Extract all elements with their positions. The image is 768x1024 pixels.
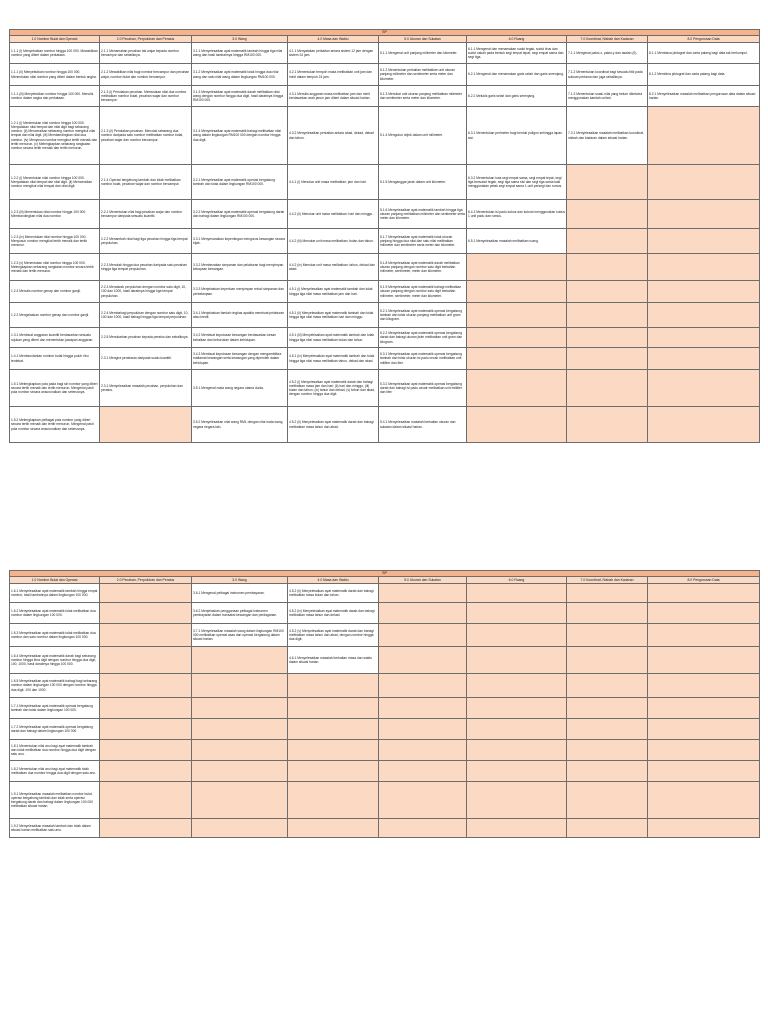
table-cell (567, 303, 648, 328)
table-cell (100, 819, 192, 838)
table-cell: 3.1.2 Menyelesaikan ayat matematik tolak hingga dua nilai wang dan satu nilai wang dalam lingkungan RM100 000. (192, 64, 288, 86)
table-cell (648, 740, 760, 761)
table-cell: 2.1.3 (ii) Penolakan pecahan. Menolak sebarang dua nombor daripada satu nombor melibatkan nombor bulat, pecahan wajar dan nombor bercampur. (100, 107, 192, 165)
table-cell (648, 107, 760, 165)
table-cell (467, 348, 567, 370)
table-cell (467, 603, 567, 624)
table-cell: 4.3.2 Menyelesaikan perkaitan antara abad, dekad, dekad dan tahun. (288, 107, 379, 165)
table-cell: 5.1.5 Menganggar jarak dalam unit kilometer. (379, 165, 467, 200)
table-row (10, 64, 760, 86)
sheet-table-1 (9, 29, 759, 443)
sheet-title: SP (10, 571, 760, 577)
table-row (10, 348, 760, 370)
table-row (10, 200, 760, 229)
table-cell: 1.1.1 (i) Menyebutkan nombor hingga 100 000. Mewakilkan nombor yang diberi dalam perkataan. (10, 43, 100, 64)
table-cell: 4.5.2 (i) Menyelesaikan ayat matematik darab dan bahagi melibatkan masa jam dan hari; (ii) hari dan minggu, (iii) bulan dan tahun, (iv) tahun dan dekad, (v) tahun dan abad, dengan nombor hingga dua digit. (288, 370, 379, 407)
table-cell (648, 303, 760, 328)
table-cell: 7.3.1 Menyelesaikan masalah melibatkan koordinat, nisbah dan kadaran dalam situasi harian. (567, 107, 648, 165)
table-cell: 3.6.2 Menjelaskan penggunaan pelbagai instrumen pembayaran dalam transaksi kewangan dan perdaganan. (192, 603, 288, 624)
table-row (10, 303, 760, 328)
sheet-title: SP (10, 30, 760, 36)
table-cell (467, 761, 567, 782)
table-cell (648, 761, 760, 782)
table-cell: 2.2.5 Menukarkan pecahan kepada peratus dan sebaliknya. (100, 328, 192, 348)
table-cell: 2.2.3 Mendarab perpuluhan dengan nombor satu digit, 10, 100 dan 1000, hasil darabnya hingga tiga tempat perpuluhan. (100, 281, 192, 303)
table-cell (467, 254, 567, 281)
table-row (10, 281, 760, 303)
table-cell (379, 761, 467, 782)
column-header: 1.0 Nombor Bulat dan Operasi (10, 577, 100, 584)
table-cell (100, 782, 192, 819)
table-cell: 1.9.2 Menyelesaikan masalah tambah dan tolak dalam situasi harian melibatkan satu anu. (10, 819, 100, 838)
header-row (10, 577, 760, 584)
table-cell: 3.3.1 Menyenaraikan kepentingan mengurus kewangan secara bijak. (192, 229, 288, 254)
table-cell (100, 407, 192, 443)
table-cell: 6.2.1 Mengenal dan menamakan garis selari dan garis serenjang. (467, 64, 567, 86)
table-cell (567, 603, 648, 624)
table-cell: 3.3.3 Menjelaskan keperluan menyimpan rekod simpanan dan perbelanjaan. (192, 281, 288, 303)
table-cell (567, 624, 648, 647)
table-cell: 1.5.2 Melengkapkan pelbagai pola nombor yang diberi secara tertib menaik dan tertib menurun. Mengenal pasti pola nombor secara ansurunaikan dan seterusnya. (10, 407, 100, 443)
table-cell: 6.3.2 Menentukan luas segi empat sama, segi empat tepat, segi tiga bersudut tegak, segi tiga sama sisi dan segi tiga sama kaki menggunakan petak segi empat sama 1 unit persegi dan rumus. (467, 165, 567, 200)
table-row (10, 740, 760, 761)
table-cell: 1.2.1 (i) Menentukan nilai nombor hingga 100 000. Menyatakan nilai tempat dan nilai digit bagi sebarang nombor. (ii) Menceraikan sebarang nombor mengikut nilai tempat dan nilai digit. (iii) Membandingkan nilai dua nombor. (iv) Menyusun nombor mengikut tertib menaik dan tertib menurun. (v) Melengkapkan sebarang rangkaian nombor secara tertib menaik dan tertib menurun. (10, 107, 100, 165)
table-row (10, 761, 760, 782)
table-cell (648, 165, 760, 200)
table-cell (467, 624, 567, 647)
table-cell: 4.4.1 (i) Menukar unit masa melibatkan: jam dan hari. (288, 165, 379, 200)
table-cell (379, 584, 467, 603)
table-cell (379, 719, 467, 740)
table-row (10, 107, 760, 165)
table-cell: 1.4.1 Membundarkan nombor bulat hingga puluh ribu terdekat. (10, 348, 100, 370)
table-cell (288, 761, 379, 782)
table-cell: 7.1.2 Menentukan koordinat bagi sesuatu titik pada sukuan pertama dan juga sebaliknya. (567, 64, 648, 86)
table-cell (100, 584, 192, 603)
table-cell: 1.1.1 (iii) Menyebutkan nombor hingga 100 000. Menulis nombor dalam angka dan perkataan. (10, 86, 100, 107)
table-cell: 4.5.1 (ii) Menyelesaikan ayat matematik tambah dan tolak hingga tiga nilai masa melibatkan hari dan minggu. (288, 303, 379, 328)
table-cell: 3.4.3 Membuat keputusan kewangan dengan mengambilkira matlamat kewangan serta kewangan yang diperoleh dalam kehidupan. (192, 348, 288, 370)
table-row (10, 819, 760, 838)
table-cell: 2.1.4 Operasi bergabung tambah dan tolak melibatkan nombor bulat, pecahan wajar dan nombor bercampur. (100, 165, 192, 200)
table-row (10, 254, 760, 281)
table-cell (648, 200, 760, 229)
table-cell (192, 698, 288, 719)
column-header: 8.0 Pengurusan Data (648, 36, 760, 43)
table-cell (567, 698, 648, 719)
table-cell: 2.1.3 (i) Penolakan pecahan. Memulakan nilai dua nombor melibatkan nombor bulat, pecahan wajar dan nombor bercampur. (100, 86, 192, 107)
column-header: 8.0 Pengurusan Data (648, 577, 760, 584)
table-cell: 3.7.1 Menyelesaikan masalah wang dalam lingkungan RM100 000 melibatkan operasi asas dan operasi bergabung dalam situasi harian. (192, 624, 288, 647)
table-cell: 1.1.1 (ii) Menyebutkan nombor hingga 100 000. Menentukan nilai nombor yang diberi dalam bentuk angka. (10, 64, 100, 86)
table-row (10, 328, 760, 348)
table-cell: 6.5.1 Menyelesaikan masalah melibatkan ruang. (467, 229, 567, 254)
table-cell: 2.2.2 Menambah nilai bagi tiga pecahan hingga tiga tempat perpuluhan. (100, 229, 192, 254)
column-header: 6.0 Ruang (467, 577, 567, 584)
table-row (10, 782, 760, 819)
table-cell: 5.2.2 Menyelesaikan ayat matematik operasi bergabung darab dan bahagi ukuran jisim melibatkan unit gram dan kilogram. (379, 328, 467, 348)
table-cell: 5.2.1 Menyelesaikan ayat matematik operasi bergabung tambah dan tolak ukuran panjang melibatkan unit gram dan kilogram. (379, 303, 467, 328)
column-header: 5.0 Ukuran dan Sukatan (379, 36, 467, 43)
table-cell (648, 254, 760, 281)
table-cell: 4.1.1 Menyatakan perkaitan antara sistem 12 jam dengan sistem 24 jam. (288, 43, 379, 64)
table-cell (288, 719, 379, 740)
table-cell (648, 370, 760, 407)
table-cell (192, 761, 288, 782)
column-header: 1.0 Nombor Bulat dan Operasi (10, 36, 100, 43)
table-cell: 1.8.1 Menentukan nilai anu bagi ayat matematik tambah dan tolak melibatkan dua nombor hingga dua digit dengan satu anu. (10, 740, 100, 761)
table-row (10, 584, 760, 603)
table-cell (379, 603, 467, 624)
table-cell: 1.2.3 (iii) Menentukan nilai nombor hingga 100 000. Membandingkan nilai dua nombor. (10, 200, 100, 229)
table-cell: 3.5.2 Menyelesaikan nilai wang RM1 dengan nilai mata wang negara negara lain. (192, 407, 288, 443)
table-cell: 4.4.2 (ii) Menukar unit masa melibatkan: hari dan minggu. (288, 200, 379, 229)
column-header: 6.0 Ruang (467, 36, 567, 43)
table-cell (100, 719, 192, 740)
table-cell (567, 328, 648, 348)
table-cell (467, 719, 567, 740)
table-cell: 2.2.3 Menolak hingga dua pecahan daripada satu pecahan hingga tiga tempat perpuluhan. (100, 254, 192, 281)
table-cell: 2.2.1 Menentukan nilai bagi pecahan wajar dan nombor bercampur daripada sesuatu kuantiti. (100, 200, 192, 229)
table-cell: 5.1.1 Mengenal unit panjang milimeter dan kilometer. (379, 43, 467, 64)
table-cell: 1.6.1 Menyelesaikan ayat matematik tambah hingga empat nombor, hasil tambahnya dalam lingkungan 100 000. (10, 584, 100, 603)
table-cell: 5.1.2 Menentukan perkaitan melibatkan unit ukuran panjang milimeter dan sentimeter serta meter dan kilometer. (379, 64, 467, 86)
table-cell: 3.4.2 Membuat keputusan kewangan berdasarkan kesan kebaikan dan keburukan dalam kehidupan. (192, 328, 288, 348)
table-cell (467, 647, 567, 674)
table-row (10, 647, 760, 674)
table-cell (648, 584, 760, 603)
table-cell: 4.3.1 Menulis anggaran masa melibatkan jam dan minit berdasarkan arah jarum jam diberi dalam situasi harian. (288, 86, 379, 107)
table-cell (567, 761, 648, 782)
table-cell: 7.1.3 Menentukan suatu nilai yang belum diketahui menggunakan kaedah unitari. (567, 86, 648, 107)
table-cell: 8.1.1 Membaca piktograf dan carta palang bagi data tak berkumpul. (648, 43, 760, 64)
table-cell: 6.4.1 Menentukan isi padu kubus dan kuboid menggunakan kubus 1 unit padu dan rumus. (467, 200, 567, 229)
column-header: 7.0 Koordinat, Nisbah dan Kadaran (567, 36, 648, 43)
table-cell (567, 719, 648, 740)
table-cell (192, 740, 288, 761)
table-cell (192, 647, 288, 674)
table-row (10, 229, 760, 254)
table-cell (467, 328, 567, 348)
table-cell: 2.1.2 Mewakilkan nilai bagi nombor bercampur dan pecahan wajar, nombor bulat dan nombor bercampur. (100, 64, 192, 86)
table-cell (648, 348, 760, 370)
table-row (10, 407, 760, 443)
table-cell (100, 740, 192, 761)
table-cell (379, 674, 467, 698)
table-cell: 1.3.1 Membuat anggaran kuantiti berdasarkan sesuatu rujukan yang diberi dan menentukan jawapan anggaran. (10, 328, 100, 348)
table-cell: 2.1.1 Menamakan pecahan tak wajar kepada nombor bercampur dan sebaliknya. (100, 43, 192, 64)
table-cell: 4.6.1 Menyelesaikan masalah berkaitan masa dan waktu dalam situasi harian. (288, 647, 379, 674)
table-cell: 4.5.1 (iii) Menyelesaikan ayat matematik tambah dan tolak hingga tiga nilai masa melibatkan bulan dan tahun. (288, 328, 379, 348)
table-cell: 1.2.3 (v) Menentukan nilai nombor hingga 100 000. Melengkapkan sebarang rangkaian nombor secara tertib menaik dan tertib menurun. (10, 254, 100, 281)
table-cell: 4.5.1 (i) Menyelesaikan ayat matematik tambah dan tolak hingga tiga nilai masa melibatkan jam dan hari. (288, 281, 379, 303)
table-cell (379, 782, 467, 819)
table-cell: 1.6.2 Menyelesaikan ayat matematik tolak melibatkan dua nombor dalam lingkungan 100 000. (10, 603, 100, 624)
table-cell: 1.2.3 (iv) Menentukan nilai nombor hingga 100 000. Menyusun nombor mengikut tertib menaik dan tertib menurun. (10, 229, 100, 254)
table-cell: 8.1.2 Membina piktograf dan carta palang bagi data. (648, 64, 760, 86)
table-cell (648, 819, 760, 838)
table-cell (648, 647, 760, 674)
table-cell (379, 647, 467, 674)
table-cell: 4.5.1 (iv) Menyelesaikan ayat matematik tambah dan tolak hingga tiga nilai masa melibatkan tahun, dekad dan abad. (288, 348, 379, 370)
table-cell: 5.1.8 Menyelesaikan ayat matematik darab melibatkan ukuran panjang dengan nombor satu digit berkaitan milimeter, sentimeter, meter dan kilometer. (379, 254, 467, 281)
table-cell (379, 698, 467, 719)
column-header: 2.0 Pecahan, Perpuluhan dan Peratus (100, 577, 192, 584)
table-cell (648, 782, 760, 819)
table-cell: 1.9.1 Menyelesaikan masalah melibatkan nombor bulat, operasi bergabung tambah dan tolak serta operasi bergabung darab dan bahagi dalam lingkungan 100 000 melibatkan situasi harian. (10, 782, 100, 819)
table-cell (192, 674, 288, 698)
table-cell (648, 624, 760, 647)
table-cell: 4.4.2 (iii) Menukar unit masa melibatkan: bulan dan tahun. (288, 229, 379, 254)
table-row (10, 698, 760, 719)
table-cell (467, 281, 567, 303)
table-cell (100, 624, 192, 647)
table-cell (567, 281, 648, 303)
table-cell (567, 348, 648, 370)
table-cell: 8.2.1 Menyelesaikan masalah melibatkan pengurusan data dalam situasi harian. (648, 86, 760, 107)
column-header: 2.0 Pecahan, Perpuluhan dan Peratus (100, 36, 192, 43)
column-header: 4.0 Masa dan Waktu (288, 36, 379, 43)
table-cell: 1.8.2 Menentukan nilai anu bagi ayat matematik tolak melibatkan dua nombor hingga dua digit dengan satu anu. (10, 761, 100, 782)
table-cell: 1.2.2 Mengelaskan nombor genap dan nombor ganjil. (10, 303, 100, 328)
table-cell: 3.1.4 Menyelesaikan ayat matematik bahagi melibatkan nilai wang dalam lingkungan RM100 000 dengan nombor hingga dua digit. (192, 107, 288, 165)
table-cell: 5.1.9 Menyelesaikan ayat matematik bahagi melibatkan ukuran panjang dengan nombor satu digit berkaitan milimeter, sentimeter, meter dan kilometer. (379, 281, 467, 303)
table-cell: 1.5.1 Melengkapkan pola pada bagi siri nombor yang diberi secara tertib menaik dan tertib menurun. Mengenal pasti pola nombor secara ansurunaikan dan seterusnya. (10, 370, 100, 407)
table-row (10, 719, 760, 740)
table-cell (288, 698, 379, 719)
table-cell (467, 407, 567, 443)
table-cell: 6.3.1 Menentukan perimeter bagi bentuk poligon sehingga lapan sisi. (467, 107, 567, 165)
table-row (10, 624, 760, 647)
table-cell (379, 740, 467, 761)
table-cell (467, 819, 567, 838)
table-cell (192, 719, 288, 740)
table-row (10, 370, 760, 407)
column-header: 3.0 Wang (192, 36, 288, 43)
table-row (10, 674, 760, 698)
table-cell: 5.3.2 Menyelesaikan ayat matematik operasi bergabung darab dan bahagi isi padu cecair melibatkan unit mililiter dan liter. (379, 370, 467, 407)
table-cell (100, 698, 192, 719)
table-cell: 5.4.1 Menyelesaikan masalah berkaitan ukuran dan sukatan dalam situasi harian. (379, 407, 467, 443)
table-cell (379, 624, 467, 647)
table-cell (567, 674, 648, 698)
table-cell (288, 782, 379, 819)
column-header: 5.0 Ukuran dan Sukatan (379, 577, 467, 584)
column-header: 3.0 Wang (192, 577, 288, 584)
table-cell (567, 584, 648, 603)
table-cell (567, 782, 648, 819)
table-cell: 2.3.1 Menyelesaikan masalah pecahan, perpuluhan dan peratus. (100, 370, 192, 407)
table-row (10, 603, 760, 624)
table-cell: 3.4.1 Menjelaskan faedah ringkas apabila membuat pelaburan atau kredit. (192, 303, 288, 328)
column-header: 7.0 Koordinat, Nisbah dan Kadaran (567, 577, 648, 584)
table-cell (467, 698, 567, 719)
table-cell (648, 674, 760, 698)
table-cell (567, 229, 648, 254)
table-cell (467, 674, 567, 698)
sheet-table-2 (9, 570, 759, 838)
table-cell (648, 698, 760, 719)
table-cell: 5.1.6 Menyelesaikan ayat matematik tambah hingga tiga ukuran panjang melibatkan milimeter dan sentimeter serta meter dan kilometer. (379, 200, 467, 229)
table-cell (648, 407, 760, 443)
table-cell (467, 740, 567, 761)
table-row (10, 86, 760, 107)
table-cell (567, 165, 648, 200)
table-cell (467, 370, 567, 407)
column-header: 4.0 Masa dan Waktu (288, 577, 379, 584)
table-cell (567, 200, 648, 229)
table-cell (100, 603, 192, 624)
table-cell (567, 254, 648, 281)
table-cell: 1.7.2 Menyelesaikan ayat matematik operasi bergabung darab dan bahagi dalam lingkungan 100 000. (10, 719, 100, 740)
table-cell: 4.5.2 (ii) Menyelesaikan ayat matematik darab dan bahagi melibatkan masa bulan dan tahun. (288, 584, 379, 603)
table-cell (288, 819, 379, 838)
table-cell: 2.3.1 Mengira peratusan daripada suatu kuantiti. (100, 348, 192, 370)
table-cell (192, 819, 288, 838)
table-cell (192, 782, 288, 819)
table-cell (567, 647, 648, 674)
table-cell: 6.1.1 Mengenal dan menamakan sudut tegak, sudut tirus dan sudut cakah pada bentuk segi empat tepat, segi empat sama dan segi tiga. (467, 43, 567, 64)
table-cell (567, 819, 648, 838)
table-cell: 3.3.2 Membezakan simpanan dan pelaburan bagi menyimpan kekayaan kewangan. (192, 254, 288, 281)
table-cell: 3.1.3 Menyelesaikan ayat matematik darab melibatkan nilai wang dengan nombor hingga dua digit, hasil darabnya hingga RM100 000. (192, 86, 288, 107)
table-cell: 3.1.1 Menyelesaikan ayat matematik tambah hingga tiga nilai wang dan hasil tambahnya hingga RM100 000. (192, 43, 288, 64)
table-cell: 7.1.1 Mengenal paksi-x, paksi-y dan asalan (0). (567, 43, 648, 64)
table-cell: 1.6.4 Menyelesaikan ayat matematik darab bagi sebarang nombor hingga lima digit dengan nombor hingga dua digit, 100, 1000, hasil darabnya hingga 100 000. (10, 647, 100, 674)
table-cell (648, 229, 760, 254)
table-cell: 5.1.4 Mengukur objek dalam unit milimeter. (379, 107, 467, 165)
table-cell (100, 761, 192, 782)
table-cell: 1.7.1 Menyelesaikan ayat matematik operasi bergabung tambah dan tolak dalam lingkungan 100 000. (10, 698, 100, 719)
table-cell: 5.1.3 Menukar unit ukuran panjang melibatkan milimeter dan sentimeter serta meter dan kilometer. (379, 86, 467, 107)
table-cell (467, 782, 567, 819)
table-cell: 5.1.7 Menyelesaikan ayat matematik tolak ukuran panjang hingga dua nilai dan satu nilai melibatkan milimeter dan sentimeter serta meter dan kilometer. (379, 229, 467, 254)
table-cell: 4.4.2 (iv) Menukar unit masa melibatkan: tahun, dekad dan abad. (288, 254, 379, 281)
table-cell (648, 328, 760, 348)
table-row (10, 165, 760, 200)
table-cell (567, 370, 648, 407)
table-cell (467, 303, 567, 328)
table-cell: 4.2.1 Menentukan tempoh masa melibatkan unit jam dan minit dalam tempoh 24 jam. (288, 64, 379, 86)
table-cell (100, 647, 192, 674)
table-cell (379, 819, 467, 838)
table-cell: 4.5.2 (ii) Menyelesaikan ayat matematik darab dan bahagi melibatkan masa tahun dan abad. (288, 407, 379, 443)
table-cell: 3.2.2 Menyelesaikan ayat matematik operasi bergabung darab dan bahagi dalam lingkungan RM100 000. (192, 200, 288, 229)
table-cell: 4.5.2 (iv) Menyelesaikan ayat matematik darab dan bahagi melibatkan masa tahun dan dekad. (288, 603, 379, 624)
table-cell (567, 740, 648, 761)
table-cell: 5.3.1 Menyelesaikan ayat matematik operasi bergabung tambah dan tolak ukuran isi padu cecair melibatkan unit mililiter dan liter. (379, 348, 467, 370)
table-cell (288, 674, 379, 698)
table-cell (567, 407, 648, 443)
table-cell: 3.5.1 Mengenal mata wang negara utama dunia. (192, 370, 288, 407)
table-cell: 1.2.4 Menulis nombor genap dan nombor ganjil. (10, 281, 100, 303)
table-cell: 1.6.5 Menyelesaikan ayat matematik bahagi bagi sebarang nombor dalam lingkungan 100 000 dengan nombor hingga dua digit, 100 dan 1000. (10, 674, 100, 698)
header-row (10, 36, 760, 43)
table-cell (648, 603, 760, 624)
table-cell (467, 584, 567, 603)
table-cell (648, 281, 760, 303)
table-row (10, 43, 760, 64)
table-cell: 1.2.2 (i) Menentukan nilai nombor hingga 100 000. Menyatakan nilai tempat dan nilai digit. (ii) Menceraikan nombor mengikut nilai tempat dan nilai digit. (10, 165, 100, 200)
table-cell: 6.2.2 Melukis garis selari dan garis serenjang. (467, 86, 567, 107)
table-cell: 3.6.1 Mengenal pelbagai instrumen pembayaran. (192, 584, 288, 603)
table-cell (100, 674, 192, 698)
table-cell: 1.6.3 Menyelesaikan ayat matematik tolak melibatkan dua nombor dan satu nombor dalam lingkungan 100 000. (10, 624, 100, 647)
table-cell: 2.2.4 Membahagi perpuluhan dengan nombor satu digit, 10, 100 dan 1000, hasil bahagi hingga tiga tempat perpuluhan. (100, 303, 192, 328)
table-cell (288, 740, 379, 761)
table-cell: 3.2.1 Menyelesaikan ayat matematik operasi bergabung tambah dan tolak dalam lingkungan RM100 000. (192, 165, 288, 200)
table-cell (648, 719, 760, 740)
table-cell: 4.5.2 (v) Menyelesaikan ayat matematik darab dan bahagi melibatkan masa tahun dan abad, dengan nombor hingga dua digit. (288, 624, 379, 647)
